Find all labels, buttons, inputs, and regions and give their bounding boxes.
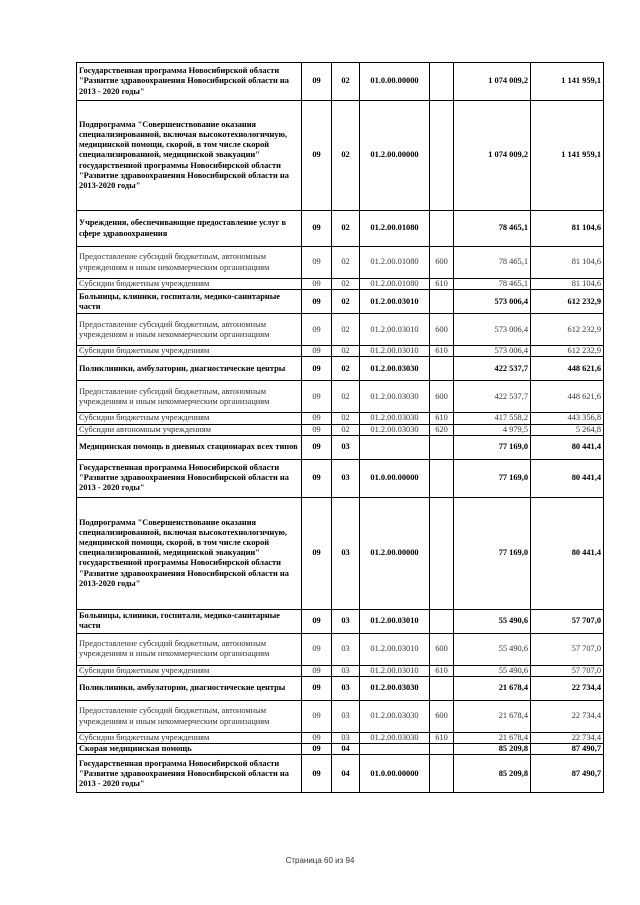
amount-year2-cell: 22 734,4 — [531, 677, 604, 701]
section-code-cell: 09 — [302, 247, 332, 279]
section-code-cell: 09 — [302, 435, 332, 459]
amount-year1-cell: 422 537,7 — [454, 357, 531, 381]
expense-type-cell — [430, 290, 454, 314]
target-article-cell: 01.2.00.03030 — [360, 677, 430, 701]
table-row — [77, 677, 604, 701]
expense-type-cell: 610 — [430, 665, 454, 676]
section-code-cell: 09 — [302, 744, 332, 755]
row-name-cell: Предоставление субсидий бюджетным, автономным учреждениям и иным некоммерческим организациям — [77, 381, 302, 413]
target-article-cell: 01.2.00.03030 — [360, 413, 430, 424]
expense-type-cell — [430, 497, 454, 609]
section-code-cell: 09 — [302, 459, 332, 497]
table-body — [77, 63, 604, 793]
target-article-cell: 01.2.00.03010 — [360, 665, 430, 676]
section-code-cell: 09 — [302, 63, 332, 101]
expense-type-cell — [430, 63, 454, 101]
amount-year2-cell: 612 232,9 — [531, 314, 604, 346]
table-row — [77, 733, 604, 744]
amount-year2-cell: 57 707,0 — [531, 665, 604, 676]
target-article-cell: 01.2.00.01080 — [360, 211, 430, 247]
amount-year1-cell: 573 006,4 — [454, 346, 531, 357]
amount-year1-cell: 78 465,1 — [454, 247, 531, 279]
amount-year2-cell: 80 441,4 — [531, 459, 604, 497]
target-article-cell: 01.2.00.03010 — [360, 314, 430, 346]
row-name-cell: Государственная программа Новосибирской области "Развитие здравоохранения Новосибирской области на 2013 - 2020 годы" — [77, 459, 302, 497]
row-name-cell: Медицинская помощь в дневных стационарах всех типов — [77, 435, 302, 459]
expense-type-cell: 600 — [430, 381, 454, 413]
table-row — [77, 459, 604, 497]
row-name-cell: Подпрограмма "Совершенствование оказания специализированной, включая высокотехнологичную, медицинской помощи, скорой, в том числе скорой специализированной, медицинской эвакуации" государственной программы Новосибирской области "Развитие здравоохранения Новосибирской области на 2013-2020 годы" — [77, 497, 302, 609]
page-number: Страница 60 из 94 — [285, 856, 355, 865]
table-row — [77, 424, 604, 435]
amount-year2-cell: 22 734,4 — [531, 733, 604, 744]
table-row — [77, 63, 604, 101]
target-article-cell: 01.2.00.03010 — [360, 633, 430, 665]
section-code-cell: 09 — [302, 755, 332, 793]
target-article-cell: 01.2.00.00000 — [360, 101, 430, 211]
target-article-cell: 01.2.00.03030 — [360, 381, 430, 413]
table-row — [77, 435, 604, 459]
target-article-cell: 01.0.00.00000 — [360, 459, 430, 497]
target-article-cell: 01.2.00.03030 — [360, 733, 430, 744]
amount-year2-cell: 80 441,4 — [531, 497, 604, 609]
expense-type-cell: 610 — [430, 346, 454, 357]
section-code-cell: 09 — [302, 677, 332, 701]
row-name-cell: Субсидии бюджетным учреждениям — [77, 279, 302, 290]
target-article-cell — [360, 744, 430, 755]
amount-year2-cell: 443 356,8 — [531, 413, 604, 424]
table-row — [77, 497, 604, 609]
section-code-cell: 09 — [302, 381, 332, 413]
expense-type-cell — [430, 357, 454, 381]
expense-type-cell: 600 — [430, 314, 454, 346]
section-code-cell: 09 — [302, 413, 332, 424]
amount-year2-cell: 448 621,6 — [531, 381, 604, 413]
table-row — [77, 346, 604, 357]
target-article-cell: 01.2.00.03030 — [360, 701, 430, 733]
target-article-cell: 01.2.00.00000 — [360, 497, 430, 609]
expense-type-cell: 600 — [430, 247, 454, 279]
expense-type-cell: 600 — [430, 701, 454, 733]
subsection-code-cell: 03 — [332, 633, 360, 665]
section-code-cell: 09 — [302, 279, 332, 290]
subsection-code-cell: 02 — [332, 381, 360, 413]
table-row — [77, 701, 604, 733]
amount-year1-cell: 55 490,6 — [454, 665, 531, 676]
section-code-cell: 09 — [302, 346, 332, 357]
amount-year2-cell: 612 232,9 — [531, 290, 604, 314]
table-row — [77, 665, 604, 676]
section-code-cell: 09 — [302, 701, 332, 733]
expense-type-cell: 620 — [430, 424, 454, 435]
target-article-cell — [360, 435, 430, 459]
section-code-cell: 09 — [302, 101, 332, 211]
subsection-code-cell: 02 — [332, 346, 360, 357]
amount-year1-cell: 4 979,5 — [454, 424, 531, 435]
expense-type-cell — [430, 459, 454, 497]
expense-type-cell: 610 — [430, 279, 454, 290]
amount-year1-cell: 1 074 009,2 — [454, 101, 531, 211]
subsection-code-cell: 03 — [332, 665, 360, 676]
subsection-code-cell: 02 — [332, 247, 360, 279]
row-name-cell: Предоставление субсидий бюджетным, автономным учреждениям и иным некоммерческим организациям — [77, 314, 302, 346]
target-article-cell: 01.0.00.00000 — [360, 755, 430, 793]
subsection-code-cell: 04 — [332, 744, 360, 755]
amount-year2-cell: 1 141 959,1 — [531, 101, 604, 211]
section-code-cell: 09 — [302, 665, 332, 676]
amount-year2-cell: 22 734,4 — [531, 701, 604, 733]
expense-type-cell: 610 — [430, 413, 454, 424]
amount-year1-cell: 21 678,4 — [454, 701, 531, 733]
table-row — [77, 609, 604, 633]
amount-year1-cell: 55 490,6 — [454, 609, 531, 633]
amount-year2-cell: 448 621,6 — [531, 357, 604, 381]
amount-year1-cell: 77 169,0 — [454, 435, 531, 459]
row-name-cell: Субсидии бюджетным учреждениям — [77, 413, 302, 424]
amount-year2-cell: 1 141 959,1 — [531, 63, 604, 101]
amount-year1-cell: 77 169,0 — [454, 459, 531, 497]
subsection-code-cell: 03 — [332, 701, 360, 733]
amount-year2-cell: 57 707,0 — [531, 609, 604, 633]
section-code-cell: 09 — [302, 290, 332, 314]
amount-year1-cell: 21 678,4 — [454, 733, 531, 744]
subsection-code-cell: 02 — [332, 424, 360, 435]
row-name-cell: Больницы, клиники, госпитали, медико-санитарные части — [77, 609, 302, 633]
section-code-cell: 09 — [302, 314, 332, 346]
target-article-cell: 01.2.00.03030 — [360, 357, 430, 381]
table-row — [77, 290, 604, 314]
expense-type-cell: 600 — [430, 633, 454, 665]
section-code-cell: 09 — [302, 733, 332, 744]
row-name-cell: Подпрограмма "Совершенствование оказания специализированной, включая высокотехнологичную, медицинской помощи, скорой, в том числе скорой специализированной, медицинской эвакуации" государственной программы Новосибирской области "Развитие здравоохранения Новосибирской области на 2013-2020 годы" — [77, 101, 302, 211]
subsection-code-cell: 02 — [332, 314, 360, 346]
table-row — [77, 357, 604, 381]
table-row — [77, 211, 604, 247]
section-code-cell: 09 — [302, 497, 332, 609]
row-name-cell: Государственная программа Новосибирской области "Развитие здравоохранения Новосибирской области на 2013 - 2020 годы" — [77, 755, 302, 793]
section-code-cell: 09 — [302, 609, 332, 633]
table-row — [77, 279, 604, 290]
amount-year1-cell: 55 490,6 — [454, 633, 531, 665]
subsection-code-cell: 03 — [332, 435, 360, 459]
subsection-code-cell: 03 — [332, 733, 360, 744]
expense-type-cell — [430, 101, 454, 211]
target-article-cell: 01.0.00.00000 — [360, 63, 430, 101]
amount-year1-cell: 21 678,4 — [454, 677, 531, 701]
table-row — [77, 755, 604, 793]
amount-year2-cell: 57 707,0 — [531, 633, 604, 665]
amount-year2-cell: 87 490,7 — [531, 755, 604, 793]
subsection-code-cell: 02 — [332, 211, 360, 247]
target-article-cell: 01.2.00.01080 — [360, 279, 430, 290]
section-code-cell: 09 — [302, 357, 332, 381]
amount-year2-cell: 81 104,6 — [531, 279, 604, 290]
section-code-cell: 09 — [302, 424, 332, 435]
subsection-code-cell: 02 — [332, 413, 360, 424]
row-name-cell: Предоставление субсидий бюджетным, автономным учреждениям и иным некоммерческим организациям — [77, 633, 302, 665]
subsection-code-cell: 02 — [332, 290, 360, 314]
expense-type-cell — [430, 609, 454, 633]
subsection-code-cell: 04 — [332, 755, 360, 793]
section-code-cell: 09 — [302, 633, 332, 665]
subsection-code-cell: 02 — [332, 63, 360, 101]
amount-year1-cell: 417 558,2 — [454, 413, 531, 424]
table-row — [77, 744, 604, 755]
row-name-cell: Субсидии бюджетным учреждениям — [77, 346, 302, 357]
expense-type-cell — [430, 755, 454, 793]
row-name-cell: Поликлиники, амбулатории, диагностические центры — [77, 357, 302, 381]
amount-year2-cell: 81 104,6 — [531, 211, 604, 247]
expense-type-cell — [430, 211, 454, 247]
row-name-cell: Субсидии бюджетным учреждениям — [77, 733, 302, 744]
subsection-code-cell: 03 — [332, 459, 360, 497]
subsection-code-cell: 02 — [332, 101, 360, 211]
expense-type-cell — [430, 744, 454, 755]
subsection-code-cell: 03 — [332, 497, 360, 609]
amount-year1-cell: 78 465,1 — [454, 279, 531, 290]
amount-year1-cell: 422 537,7 — [454, 381, 531, 413]
subsection-code-cell: 03 — [332, 677, 360, 701]
target-article-cell: 01.2.00.01080 — [360, 247, 430, 279]
expense-type-cell — [430, 677, 454, 701]
expense-type-cell: 610 — [430, 733, 454, 744]
table-row — [77, 413, 604, 424]
amount-year2-cell: 5 264,8 — [531, 424, 604, 435]
amount-year1-cell: 573 006,4 — [454, 314, 531, 346]
amount-year2-cell: 87 490,7 — [531, 744, 604, 755]
row-name-cell: Поликлиники, амбулатории, диагностические центры — [77, 677, 302, 701]
budget-table — [76, 62, 604, 793]
amount-year1-cell: 85 209,8 — [454, 755, 531, 793]
amount-year1-cell: 77 169,0 — [454, 497, 531, 609]
amount-year2-cell: 612 232,9 — [531, 346, 604, 357]
target-article-cell: 01.2.00.03010 — [360, 346, 430, 357]
target-article-cell: 01.2.00.03010 — [360, 290, 430, 314]
table-row — [77, 101, 604, 211]
subsection-code-cell: 03 — [332, 609, 360, 633]
amount-year1-cell: 78 465,1 — [454, 211, 531, 247]
row-name-cell: Предоставление субсидий бюджетным, автономным учреждениям и иным некоммерческим организациям — [77, 247, 302, 279]
target-article-cell: 01.2.00.03030 — [360, 424, 430, 435]
row-name-cell: Субсидии автономным учреждениям — [77, 424, 302, 435]
amount-year2-cell: 81 104,6 — [531, 247, 604, 279]
row-name-cell: Субсидии бюджетным учреждениям — [77, 665, 302, 676]
table-row — [77, 247, 604, 279]
amount-year1-cell: 85 209,8 — [454, 744, 531, 755]
target-article-cell: 01.2.00.03010 — [360, 609, 430, 633]
row-name-cell: Предоставление субсидий бюджетным, автономным учреждениям и иным некоммерческим организациям — [77, 701, 302, 733]
section-code-cell: 09 — [302, 211, 332, 247]
row-name-cell: Скорая медицинская помощь — [77, 744, 302, 755]
subsection-code-cell: 02 — [332, 279, 360, 290]
table-row — [77, 633, 604, 665]
row-name-cell: Учреждения, обеспечивающие предоставление услуг в сфере здравоохранения — [77, 211, 302, 247]
amount-year1-cell: 1 074 009,2 — [454, 63, 531, 101]
amount-year1-cell: 573 006,4 — [454, 290, 531, 314]
subsection-code-cell: 02 — [332, 357, 360, 381]
amount-year2-cell: 80 441,4 — [531, 435, 604, 459]
table-row — [77, 314, 604, 346]
table-row — [77, 381, 604, 413]
row-name-cell: Государственная программа Новосибирской области "Развитие здравоохранения Новосибирской области на 2013 - 2020 годы" — [77, 63, 302, 101]
row-name-cell: Больницы, клиники, госпитали, медико-санитарные части — [77, 290, 302, 314]
expense-type-cell — [430, 435, 454, 459]
